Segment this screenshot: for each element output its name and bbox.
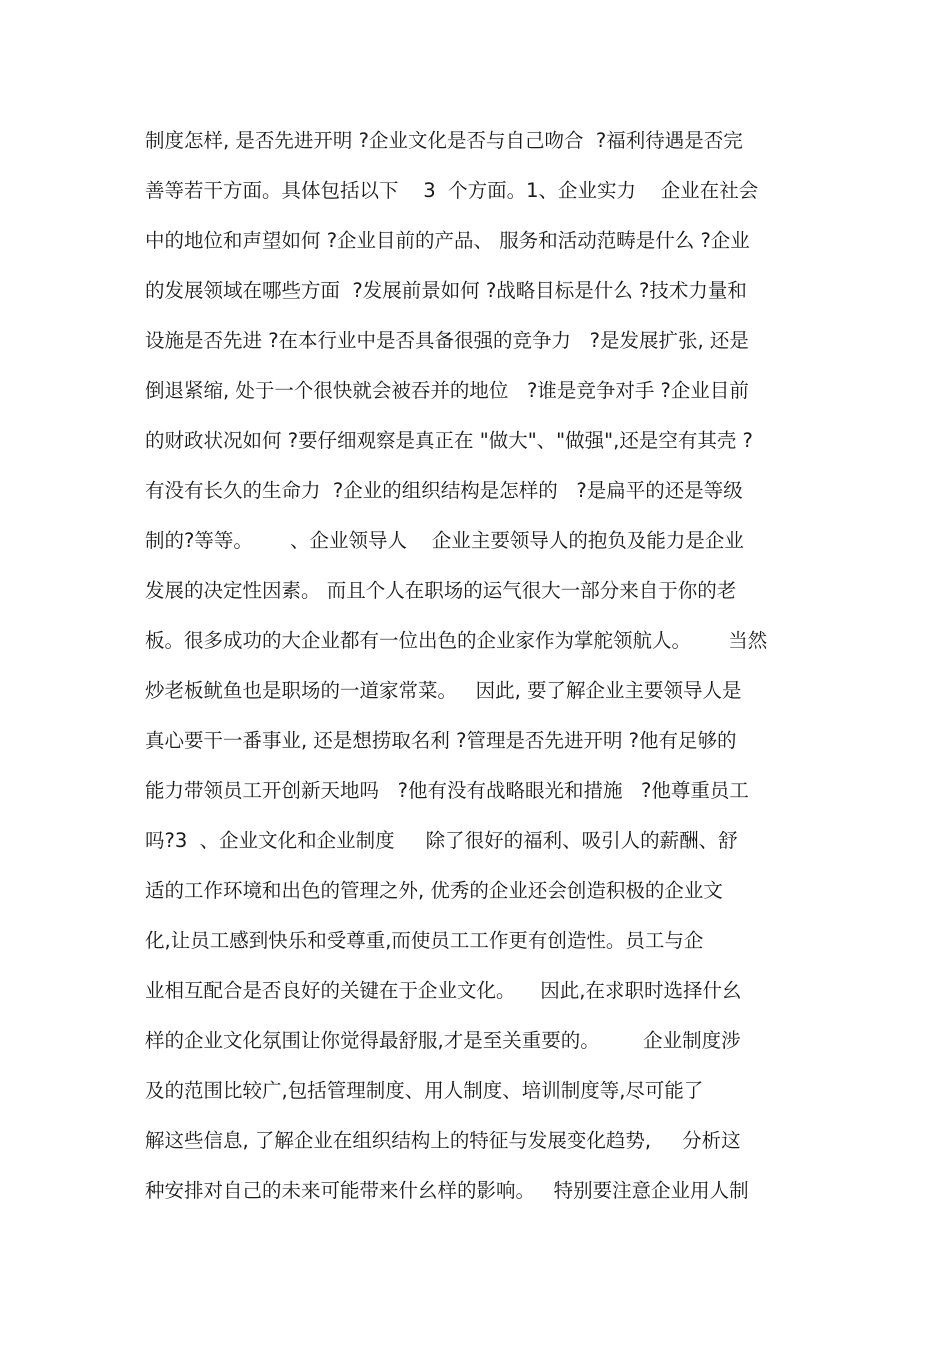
text-line: 中的地位和声望如何 ?企业目前的产品、 服务和活动范畴是什么 ?企业 bbox=[145, 229, 750, 252]
text-line: 制度怎样, 是否先进开明 ?企业文化是否与自己吻合 ?福利待遇是否完 bbox=[145, 129, 743, 152]
text-line: 业相互配合是否良好的关键在于企业文化。 因此,在求职时选择什幺 bbox=[145, 979, 742, 1002]
text-line: 适的工作环境和出色的管理之外, 优秀的企业还会创造积极的企业文 bbox=[145, 879, 723, 902]
text-line: 炒老板鱿鱼也是职场的一道家常菜。 因此, 要了解企业主要领导人是 bbox=[145, 679, 742, 702]
text-line: 解这些信息, 了解企业在组织结构上的特征与发展变化趋势, 分析这 bbox=[145, 1129, 741, 1152]
body-text bbox=[145, 124, 825, 1224]
text-line: 的财政状况如何 ?要仔细观察是真正在 "做大"、"做强",还是空有其壳 ? bbox=[145, 429, 753, 452]
text-line: 有没有长久的生命力 ?企业的组织结构是怎样的 ?是扁平的还是等级 bbox=[145, 479, 743, 502]
text-line: 设施是否先进 ?在本行业中是否具备很强的竞争力 ?是发展扩张, 还是 bbox=[145, 329, 749, 352]
text-line: 及的范围比较广,包括管理制度、用人制度、培训制度等,尽可能了 bbox=[145, 1079, 704, 1102]
text-line: 发展的决定性因素。 而且个人在职场的运气很大一部分来自于你的老 bbox=[145, 579, 737, 602]
text-line: 的发展领域在哪些方面 ?发展前景如何 ?战略目标是什么 ?技术力量和 bbox=[145, 279, 747, 302]
text-line: 真心要干一番事业, 还是想捞取名利 ?管理是否先进开明 ?他有足够的 bbox=[145, 729, 737, 752]
text-line: 善等若干方面。具体包括以下 3 个方面。1、企业实力 企业在社会 bbox=[145, 179, 759, 202]
text-line: 吗?3 、企业文化和企业制度 除了很好的福利、吸引人的薪酬、舒 bbox=[145, 829, 738, 852]
text-line: 制的?等等。 、企业领导人 企业主要领导人的抱负及能力是企业 bbox=[145, 529, 744, 552]
text-line: 种安排对自己的未来可能带来什幺样的影响。 特别要注意企业用人制 bbox=[145, 1179, 749, 1202]
text-line: 倒退紧缩, 处于一个很快就会被吞并的地位 ?谁是竞争对手 ?企业目前 bbox=[145, 379, 749, 402]
text-line: 能力带领员工开创新天地吗 ?他有没有战略眼光和措施 ?他尊重员工 bbox=[145, 779, 749, 802]
text-line: 样的企业文化氛围让你觉得最舒服,才是至关重要的。 企业制度涉 bbox=[145, 1029, 741, 1052]
text-line: 化,让员工感到快乐和受尊重,而使员工工作更有创造性。员工与企 bbox=[145, 929, 704, 952]
text-line: 板。很多成功的大企业都有一位出色的企业家作为掌舵领航人。 当然 bbox=[145, 629, 768, 652]
